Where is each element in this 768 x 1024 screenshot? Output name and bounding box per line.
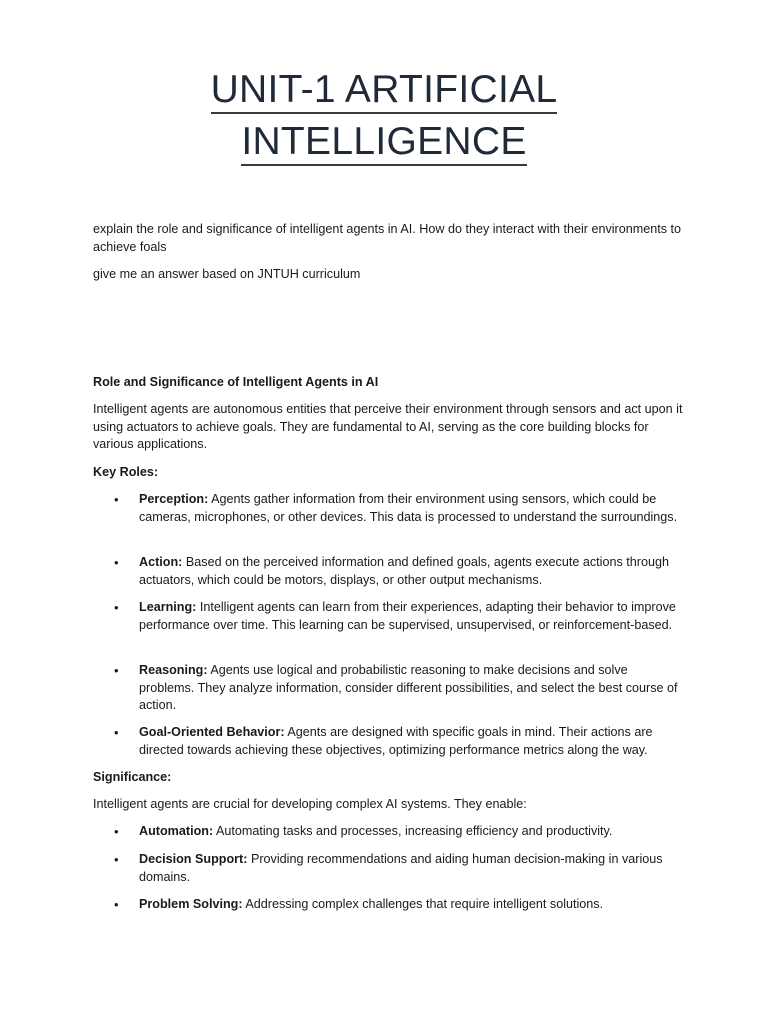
list-item-learning (139, 599, 684, 634)
list-item-term: Learning: (139, 600, 197, 614)
list-item-text: Agents gather information from their environment using sensors, which could be cameras, microphones, or other devices. This data is processed to understand the surroundings. (139, 492, 678, 524)
bullet-icon: • (114, 492, 119, 507)
list-item-term: Action: (139, 555, 183, 569)
document-title-line-1: UNIT-1 ARTIFICIAL (0, 70, 768, 114)
list-item-text: Based on the perceived information and defined goals, agents execute actions through actuators, which could be motors, displays, or other output mechanisms. (139, 555, 669, 587)
bullet-icon: • (114, 897, 119, 912)
bullet-icon: • (114, 852, 119, 867)
list-item-perception (139, 491, 684, 526)
question-followup: give me an answer based on JNTUH curriculum (93, 267, 361, 281)
bullet-icon: • (114, 555, 119, 570)
list-item-reasoning (139, 662, 684, 715)
bullet-icon: • (114, 600, 119, 615)
list-item-text: Agents use logical and probabilistic reasoning to make decisions and solve problems. They analyze information, consider different possibilities, and select the best course of action. (139, 663, 678, 713)
list-item-problem-solving (139, 896, 684, 914)
list-item-decision-support (139, 851, 684, 886)
document-title-line-2: INTELLIGENCE (0, 122, 768, 166)
list-item-term: Goal-Oriented Behavior: (139, 725, 285, 739)
key-roles-heading: Key Roles: (93, 465, 159, 479)
list-item-term: Problem Solving: (139, 897, 243, 911)
intro-paragraph: Intelligent agents are autonomous entities that perceive their environment through sensors and act upon it using actuators to achieve goals. They are fundamental to AI, serving as the core building blocks for various applications. (93, 402, 683, 452)
list-item-automation (139, 823, 684, 841)
bullet-icon: • (114, 725, 119, 740)
list-item-action (139, 554, 684, 589)
list-item-goal-oriented (139, 724, 684, 759)
list-item-text: Providing recommendations and aiding human decision-making in various domains. (139, 852, 663, 884)
list-item-term: Automation: (139, 824, 214, 838)
list-item-text: Automating tasks and processes, increasing efficiency and productivity. (213, 824, 613, 838)
question-prompt: explain the role and significance of intelligent agents in AI. How do they interact with their environments to achieve foals (93, 222, 682, 254)
section-heading: Role and Significance of Intelligent Agents in AI (93, 375, 379, 389)
list-item-text: Addressing complex challenges that require intelligent solutions. (242, 897, 604, 911)
list-item-text: Intelligent agents can learn from their experiences, adapting their behavior to improve performance over time. This learning can be supervised, unsupervised, or reinforcement-based. (139, 600, 676, 632)
bullet-icon: • (114, 824, 119, 839)
significance-intro: Intelligent agents are crucial for developing complex AI systems. They enable: (93, 797, 527, 811)
list-item-text: Agents are designed with specific goals in mind. Their actions are directed towards achieving these objectives, optimizing performance metrics along the way. (139, 725, 653, 757)
list-item-term: Reasoning: (139, 663, 208, 677)
list-item-term: Decision Support: (139, 852, 248, 866)
bullet-icon: • (114, 663, 119, 678)
significance-heading: Significance: (93, 770, 172, 784)
list-item-term: Perception: (139, 492, 209, 506)
